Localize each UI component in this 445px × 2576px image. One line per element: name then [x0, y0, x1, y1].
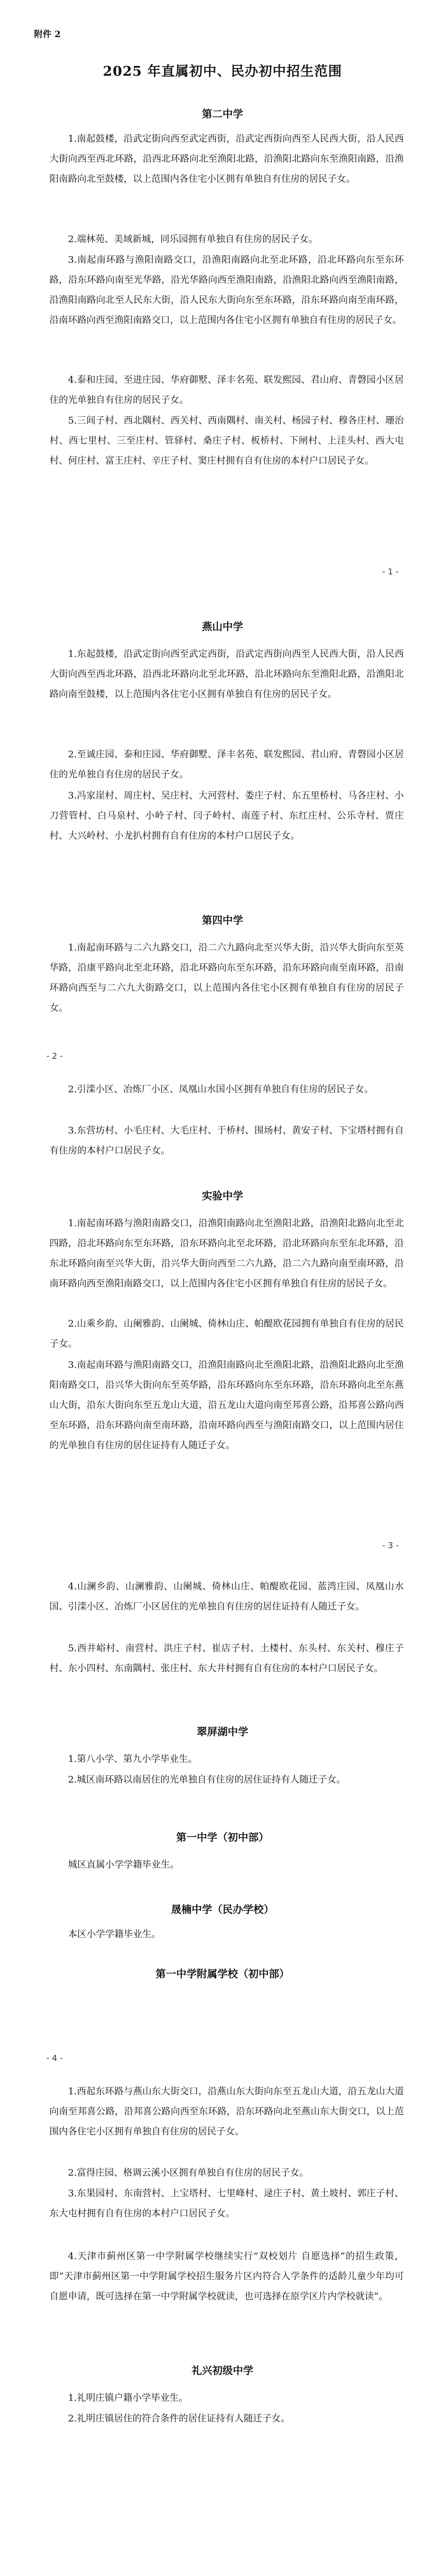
paragraph: 2.至诚庄园、泰和庄园、华府御墅、泽丰名苑、联发熙园、君山府、青磬园小区居住的光单独自有住房的居民子女。: [49, 749, 404, 780]
document-title: 2025 年直属初中、民办初中招生范围: [102, 64, 343, 79]
paragraph: 4.山澜乡韵、山澜雅韵、山阑城、倚林山庄、帕醍欧花园、蓝湾庄园、凤凰山水国、引滦小区、冶炼厂小区居住的光单独自有住房的居住证持有人随迁子女。: [49, 1581, 404, 1612]
paragraph: 3.东营坊村、小毛庄村、大毛庄村、于桥村、围场村、黄安子村、下宝塔村拥有自有住房的本村户口居民子女。: [49, 1125, 404, 1156]
paragraph: 4.泰和庄园、至进庄园、华府御墅、泽丰名苑、联发熙园、君山府、青磬园小区居住的光单独自有住房的居民子女。: [49, 375, 404, 405]
paragraph: 4.天津市蓟州区第一中学附属学校继续实行“双校划片 自愿选择”的招生政策，即“天津市蓟州区第一中学附属学校招生服务片区内符合入学条件的适龄儿童少年均可自愿申请，既可选择在第一中学附属学校就读，也可选择在原学区片内学校就读”。: [49, 2251, 404, 2302]
section-heading: 实验中学: [202, 1190, 243, 1202]
paragraph: 2.山乘乡韵、山阑雅韵、山阑城、倚林山庄、帕醍欧花园拥有单独自有住房的居民子女。: [49, 1318, 404, 1349]
paragraph: 1.南起南环路与渔阳南路交口，沿渔阳南路向北至渔阳北路，沿渔阳北路向北至北四路，沿北环路向东至东环路，沿东环路向北至北环路，沿北环路向东至东北环路，沿东北环路向南至兴华大街，沿兴华大街向西至二六九路，沿二六九路向南至南环路，沿南环路向西至渔阳南路交口，以上范围内各住宅小区拥有单独自有住房的居民子女。: [49, 1218, 404, 1289]
paragraph: 3.南起南环路与渔阳南路交口，沿渔阳南路向北至渔阳北路，沿渔阳北路向北至渔阳南路交口，沿兴华大街向东至英华路，沿东环路向东至东环路，沿东环路向北至东燕山大街，沿东大街向东至五龙山大道，沿五龙山大道向南至邦喜公路，沿邦喜公路向西至东环路，沿东环路向南至南环路，沿南环路向西至与渔阳南路交口，以上范围内居住的光单独自有住房的居住证持有人随迁子女。: [49, 1360, 404, 1451]
page-number: - 3 -: [382, 1540, 399, 1550]
page-number: - 2 -: [46, 1051, 63, 1061]
page-number: - 1 -: [382, 567, 399, 577]
paragraph: 城区直属小学学籍毕业生。: [68, 1859, 179, 1870]
paragraph: 3.冯家崖村、周庄村、吴庄村、大河营村、娄庄子村、东五里桥村、马各庄村、小刀营管村、白马泉村、小岭子村、闫子岭村、南莲子村、东红庄村、公乐寺村、贾庄村、大兴岭村、小龙扒村拥有自有住房的本村户口居民子女。: [49, 790, 404, 841]
section-heading: 第一中学附属学校（初中部）: [156, 1968, 289, 1980]
section-heading: 翠屏湖中学: [197, 1725, 248, 1738]
paragraph: 3.东果园村、东南营村、上宝塔村、七里峰村、逯庄子村、黄土坡村、郭庄子村、东大屯村拥有自有住房的本村户口居民子女。: [49, 2188, 404, 2219]
section-heading: 晟楠中学（民办学校）: [171, 1903, 274, 1916]
paragraph: 2.端林苑、美域新城，同乐园拥有单独自有住房的居民子女。: [68, 234, 318, 245]
paragraph: 2.城区南环路以南居住的光单独自有住房的居住证持有人随迁子女。: [68, 1774, 346, 1785]
section-heading: 礼兴初级中学: [192, 2364, 253, 2377]
paragraph: 5.三闾子村、西北隅村、西关村、西南隅村、南关村、杨园子村、穆各庄村、珊治村、西七里村、三至庄村、管驿村、桑庄子村、板桥村、下闸村、上洼头村、西大屯村、何庄村、富王庄村、辛庄子村、窦庄村拥有自有住房的本村户口居民子女。: [49, 415, 404, 466]
paragraph: 5.西井峪村、南营村、洪庄子村、崔店子村、土楼村、东头村、东关村、穆庄子村、东小四村、东南隅村、张庄村、东大井村拥有自有住房的本村户口居民子女。: [49, 1643, 404, 1674]
paragraph: 1.第八小学、第九小学毕业生。: [68, 1754, 198, 1765]
paragraph: 1.南起南环路与二六九路交口，沿二六九路向北至兴华大街，沿兴华大街向东至英华路，沿康平路向北至北环路，沿北环路向东至东环路，沿东环路向南至南环路，沿南环路向西至与二六九大街路交口，以上范围内各住宅小区拥有单独自有住房的居民子女。: [49, 942, 404, 1013]
paragraph: 1.礼明庄镇户籍小学毕业生。: [68, 2393, 189, 2403]
paragraph: 3.南起南环路与渔阳南路交口，沿渔阳南路向北至北环路，沿北环路向东至东环路，沿东环路向南至光华路，沿光华路向西至渔阳南路，沿渔阳北路向西至渔阳南路，沿渔阳南路向北至人民东大街，沿人民东大街向东至东环路，沿东环路向南至南环路，沿南环路向西至渔阳南路交口，以上范围内各住宅小区拥有单独自有住房的居民子女。: [49, 255, 404, 326]
paragraph: 2.引滦小区、冶炼厂小区、凤凰山水国小区拥有单独自有住房的居民子女。: [68, 1084, 374, 1095]
paragraph: 1.东起鼓楼，沿武定街向西至武定西街，沿武定西街向西至人民西大街，沿人民西大街向西至西北环路，沿西北环路向北至北环路，沿北环路向东至渔阳北路，沿渔阳北路向南至鼓楼，以上范围内各住宅小区拥有单独自有住房的居民子女。: [49, 649, 404, 700]
paragraph: 2.礼明庄镇居住的符合条件的居住证持有人随迁子女。: [68, 2413, 290, 2424]
paragraph: 2.富得庄园、格调云溪小区拥有单独自有住房的居民子女。: [68, 2167, 309, 2178]
page-number: - 4 -: [46, 2053, 63, 2063]
section-heading: 第四中学: [202, 914, 243, 926]
section-heading: 第一中学（初中部）: [176, 1831, 269, 1843]
section-heading: 燕山中学: [202, 620, 243, 633]
paragraph: 本区小学学籍毕业生。: [68, 1929, 161, 1940]
paragraph: 1.西起东环路与燕山东大街交口，沿燕山东大街向东至五龙山大道，沿五龙山大道向南至邦喜公路，沿邦喜公路向西至东环路，沿东环路向北至燕山东大街交口，以上范围内各住宅小区拥有单独自有住房的居民子女。: [49, 2086, 404, 2137]
attachment-label: 附件 2: [34, 29, 61, 40]
section-heading: 第二中学: [202, 108, 243, 120]
paragraph: 1.南起鼓楼，沿武定街向西至武定西街，沿武定西街向西至人民西大街，沿人民西大街向西至西北环路，沿西北环路向北至渔阳北路，沿渔阳北路向东至渔阳南路，沿渔阳南路向北至鼓楼，以上范围内各住宅小区拥有单独自有住房的居民子女。: [49, 133, 404, 184]
